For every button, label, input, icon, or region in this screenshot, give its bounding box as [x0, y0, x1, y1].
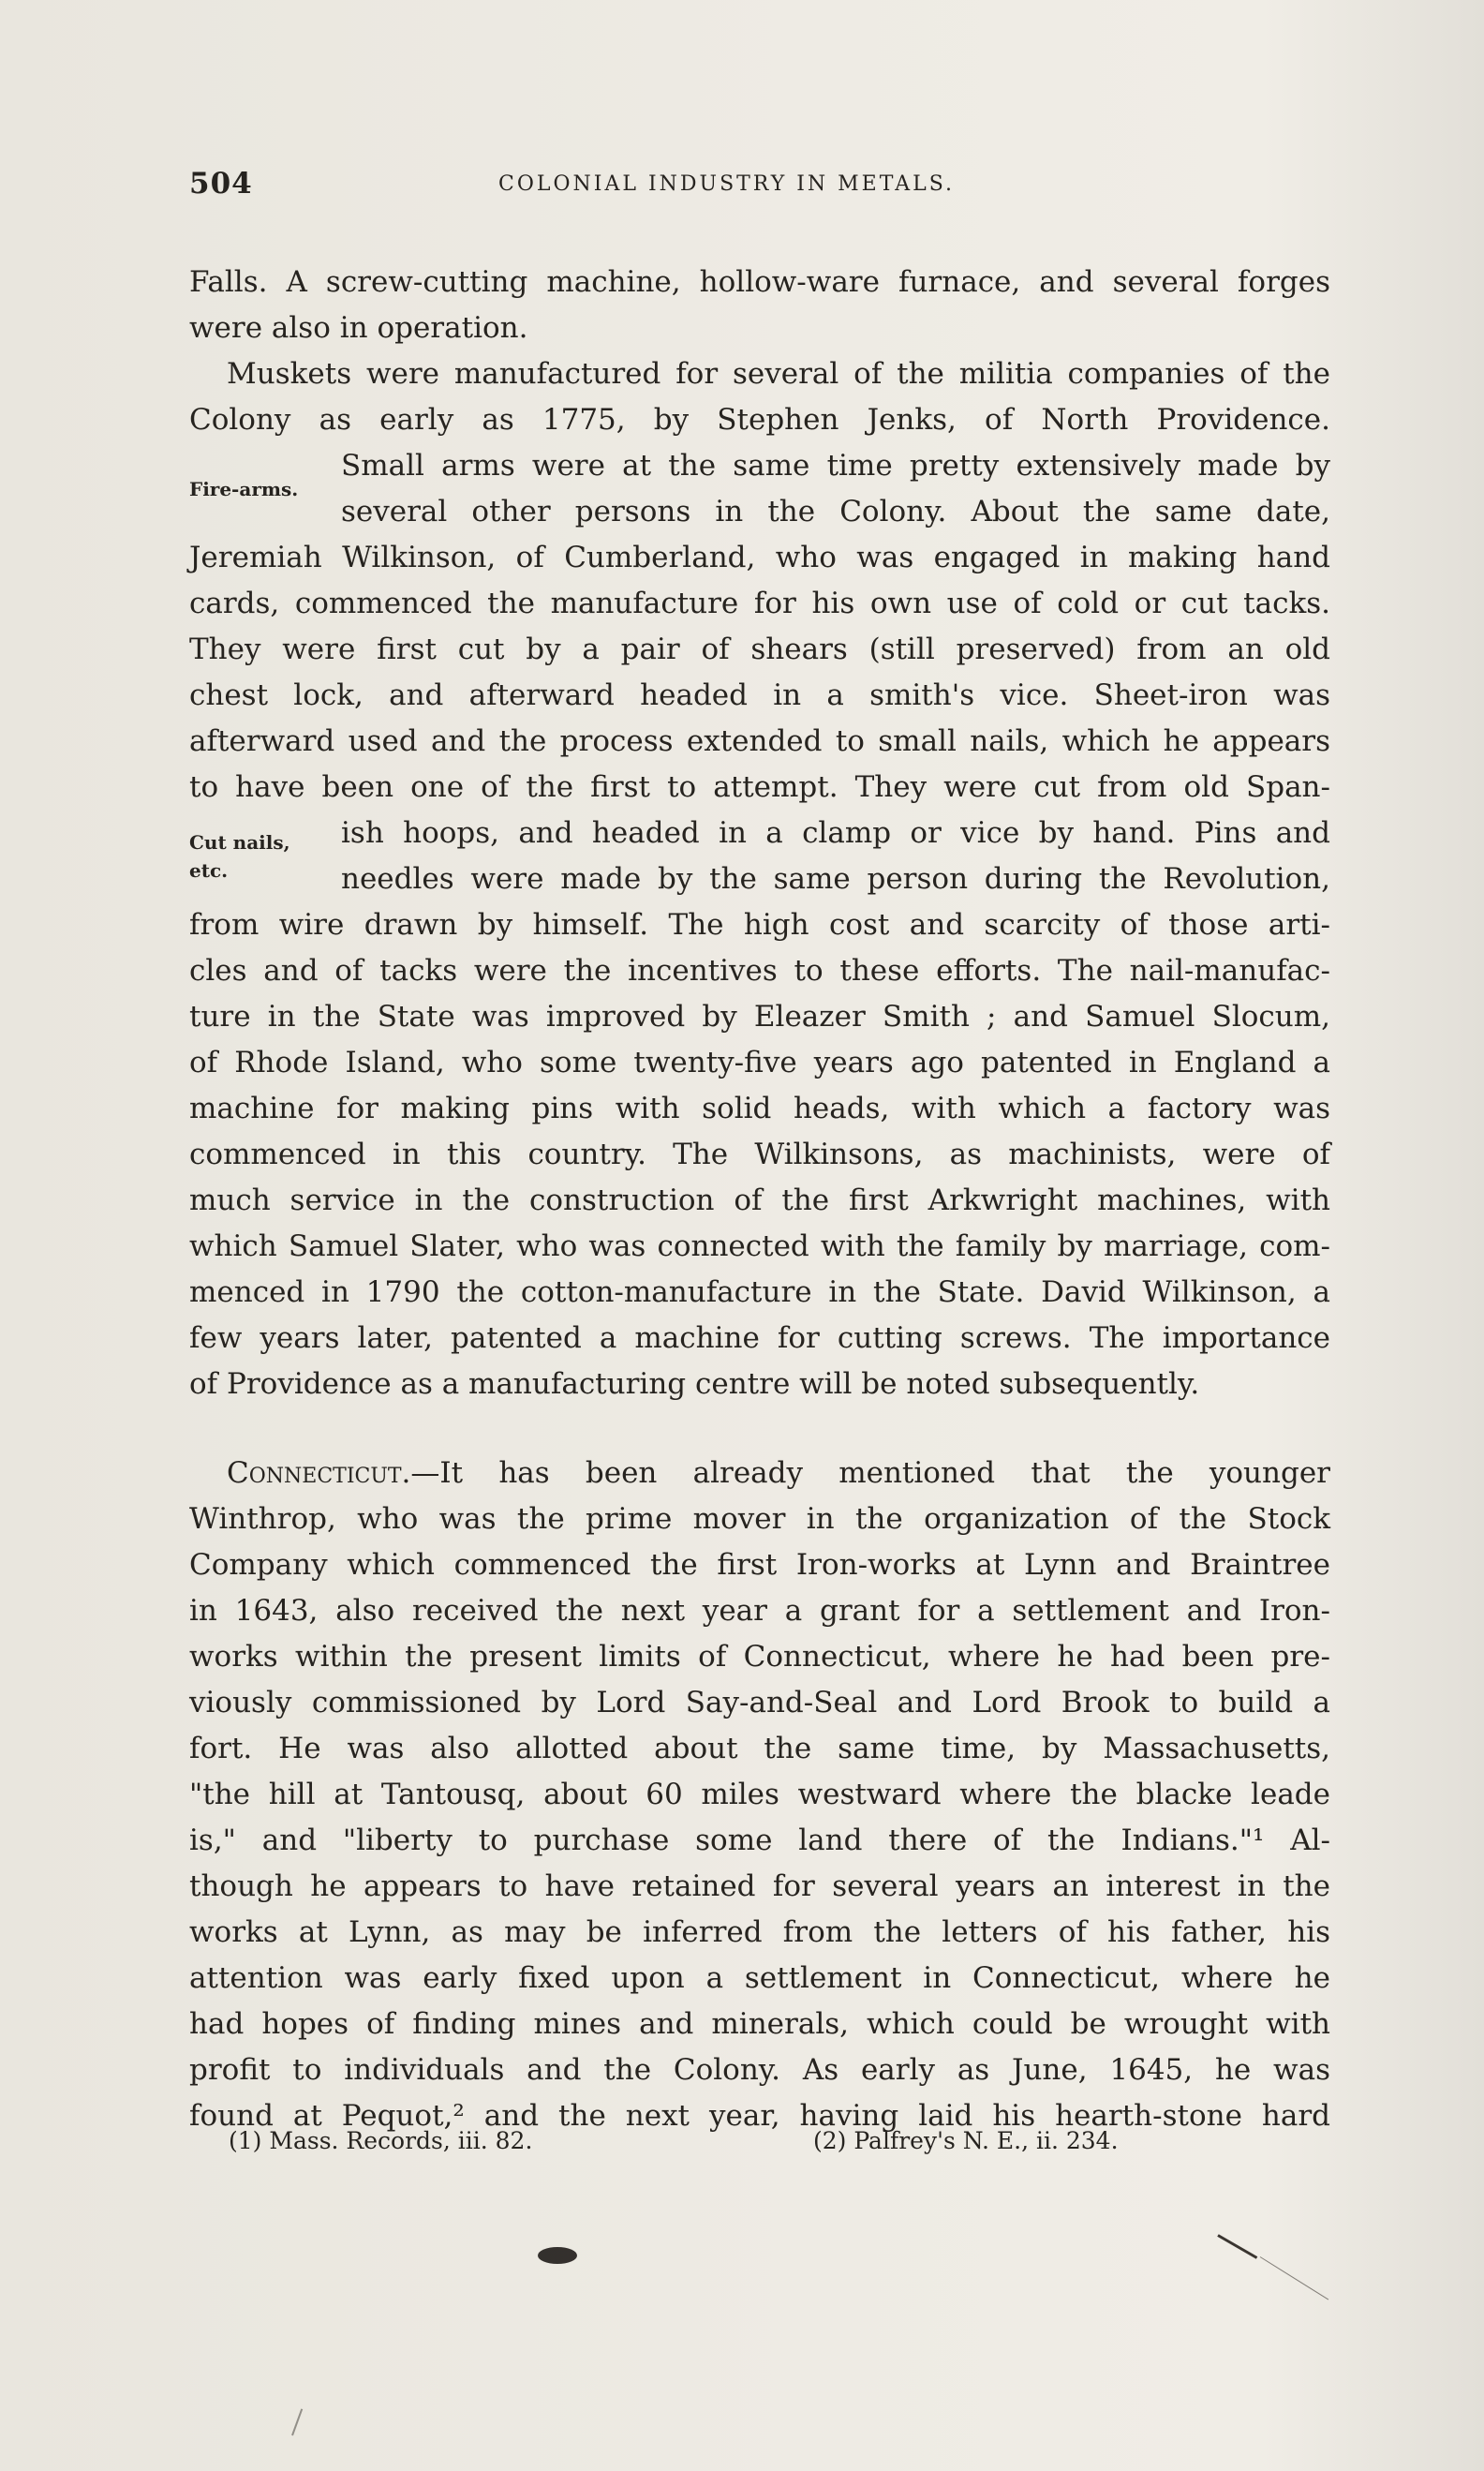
- text-line: Colony as early as 1775, by Stephen Jenks, of North Providence.: [189, 403, 1330, 437]
- text-line: though he appears to have retained for several years an interest in the: [189, 1869, 1330, 1903]
- sidenote-firearms: Fire-arms.: [189, 478, 299, 500]
- text-line: few years later, patented a machine for cutting screws. The importance: [189, 1321, 1330, 1355]
- text-line: Falls. A screw-cutting machine, hollow-ware furnace, and several forges: [189, 265, 1330, 299]
- text-line: Muskets were manufactured for several of the militia companies of the: [227, 357, 1330, 391]
- text-line: Winthrop, who was the prime mover in the organization of the Stock: [189, 1502, 1330, 1536]
- text-line-rest: —It has been already mentioned that the younger: [410, 1456, 1330, 1490]
- text-line: much service in the construction of the first Arkwright machines, with: [189, 1183, 1330, 1217]
- text-line: several other persons in the Colony. About the same date,: [341, 495, 1330, 528]
- footnote-2: (2) Palfrey's N. E., ii. 234.: [813, 2127, 1119, 2154]
- running-head: [189, 167, 1330, 214]
- text-line: Company which commenced the first Iron-works at Lynn and Braintree: [189, 1548, 1330, 1582]
- text-line: of Providence as a manufacturing centre will be noted subsequently.: [189, 1367, 1200, 1401]
- sidenote-cut-nails-line1: Cut nails,: [189, 831, 290, 854]
- page-number: 504: [189, 167, 253, 201]
- ink-stroke: [1260, 2256, 1328, 2300]
- text-line: which Samuel Slater, who was connected with the family by marriage, com-: [189, 1229, 1330, 1263]
- text-line: commenced in this country. The Wilkinsons, as machinists, were of: [189, 1138, 1330, 1171]
- text-line: viously commissioned by Lord Say-and-Seal and Lord Brook to build a: [189, 1686, 1330, 1719]
- text-line: afterward used and the process extended to small nails, which he appears: [189, 724, 1330, 758]
- text-line: in 1643, also received the next year a grant for a settlement and Iron-: [189, 1594, 1330, 1628]
- text-line: They were first cut by a pair of shears (still preserved) from an old: [189, 633, 1330, 666]
- text-line: profit to individuals and the Colony. As early as June, 1645, he was: [189, 2053, 1330, 2087]
- text-line: had hopes of finding mines and minerals, which could be wrought with: [189, 2007, 1330, 2041]
- text-line: of Rhode Island, who some twenty-five years ago patented in England a: [189, 1046, 1330, 1079]
- text-line: fort. He was also allotted about the same time, by Massachusetts,: [189, 1732, 1330, 1765]
- body-text-lower: [189, 1451, 1330, 2139]
- body-text-upper: [189, 260, 1330, 1407]
- section-heading-connecticut: Connecticut.: [227, 1456, 411, 1490]
- text-line: attention was early fixed upon a settlement in Connecticut, where he: [189, 1961, 1330, 1995]
- text-line: is," and "liberty to purchase some land there of the Indians."¹ Al-: [189, 1823, 1330, 1857]
- ink-stroke: [1217, 2234, 1257, 2259]
- text-line: works within the present limits of Connecticut, where he had been pre-: [189, 1640, 1330, 1674]
- text-line: chest lock, and afterward headed in a smith's vice. Sheet-iron was: [189, 678, 1330, 712]
- text-line: Jeremiah Wilkinson, of Cumberland, who was engaged in making hand: [189, 541, 1330, 574]
- text-line: cles and of tacks were the incentives to these efforts. The nail-manufac-: [189, 954, 1330, 988]
- text-line: menced in 1790 the cotton-manufacture in the State. David Wilkinson, a: [189, 1275, 1330, 1309]
- text-line: ture in the State was improved by Eleazer Smith ; and Samuel Slocum,: [189, 1000, 1330, 1034]
- text-line: machine for making pins with solid heads, with which a factory was: [189, 1092, 1330, 1125]
- ink-stroke: [291, 2408, 303, 2435]
- sidenote-cut-nails-line2: etc.: [189, 859, 229, 882]
- text-line: found at Pequot,² and the next year, having laid his hearth-stone hard: [189, 2099, 1330, 2133]
- text-line: Small arms were at the same time pretty extensively made by: [341, 449, 1330, 483]
- text-line: ish hoops, and headed in a clamp or vice by hand. Pins and: [341, 816, 1330, 850]
- text-line-heading: [189, 1451, 1330, 1496]
- footnotes: [229, 2127, 1297, 2165]
- ink-blot: [538, 2247, 577, 2264]
- text-line: "the hill at Tantousq, about 60 miles westward where the blacke leade: [189, 1778, 1330, 1811]
- running-title: COLONIAL INDUSTRY IN METALS.: [498, 172, 955, 196]
- text-line: from wire drawn by himself. The high cost and scarcity of those arti-: [189, 908, 1330, 942]
- text-line: were also in operation.: [189, 311, 528, 345]
- footnote-1: (1) Mass. Records, iii. 82.: [229, 2127, 533, 2154]
- text-line: needles were made by the same person during the Revolution,: [341, 862, 1330, 896]
- text-line: to have been one of the first to attempt. They were cut from old Span-: [189, 770, 1330, 804]
- text-line: works at Lynn, as may be inferred from the letters of his father, his: [189, 1915, 1330, 1949]
- text-line: cards, commenced the manufacture for his own use of cold or cut tacks.: [189, 587, 1330, 620]
